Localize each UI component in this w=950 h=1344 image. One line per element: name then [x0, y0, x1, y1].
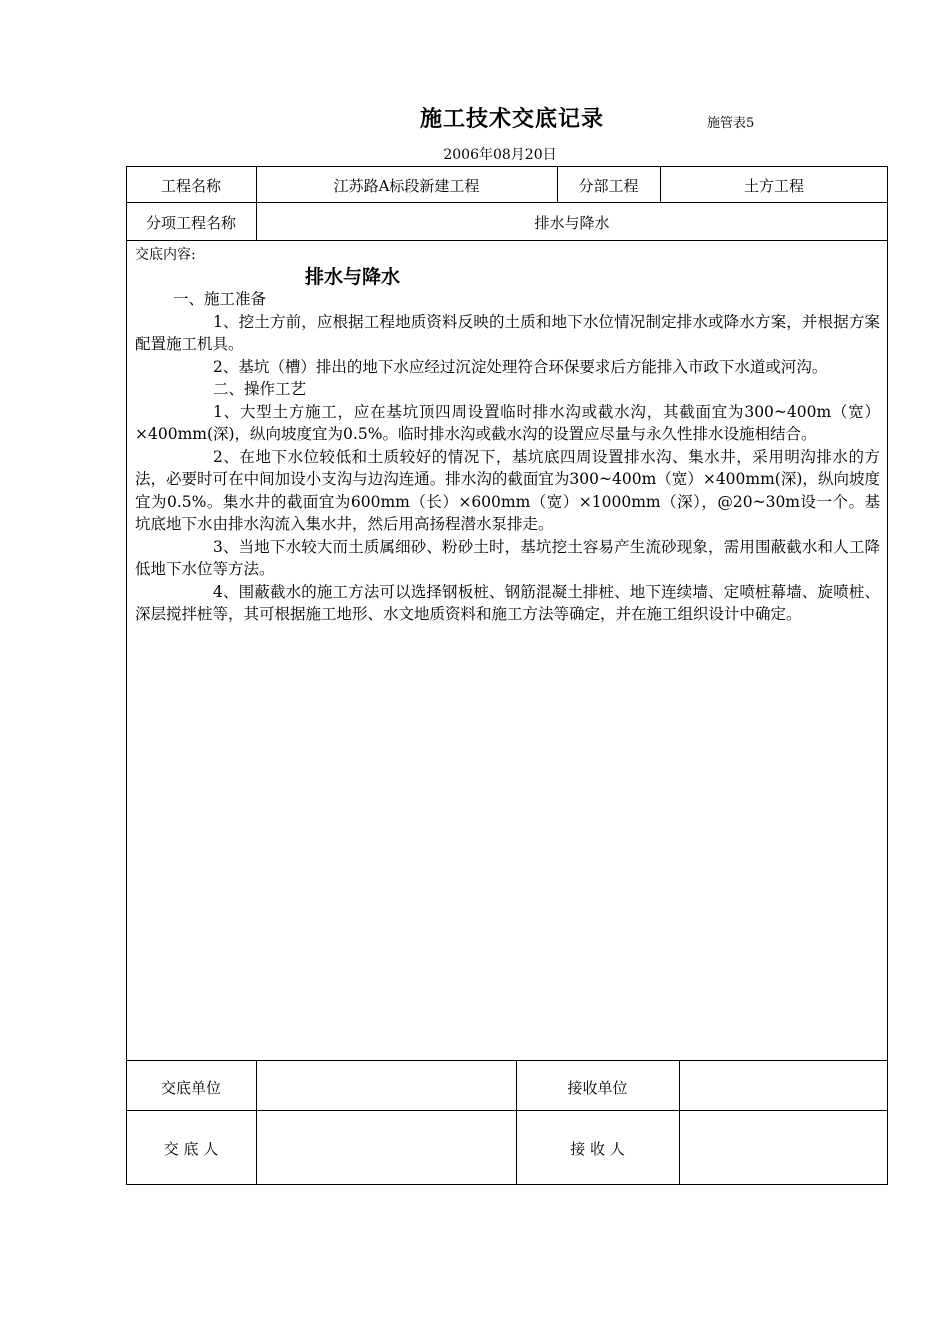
paragraph: 1、挖土方前，应根据工程地质资料反映的土质和地下水位情况制定排水或降水方案，并根据方案配置施工机具。	[135, 312, 880, 353]
paragraph: 3、当地下水较大而土质属细砂、粉砂土时，基坑挖土容易产生流砂现象，需用围蔽截水和人工降低地下水位等方法。	[135, 537, 880, 578]
paragraph: 1、大型土方施工，应在基坑顶四周设置临时排水沟或截水沟，其截面宜为300~400m（宽）×400mm(深)，纵向坡度宜为0.5%。临时排水沟或截水沟的设置应尽量与永久性排水设施相结合。	[135, 402, 880, 443]
content-body	[135, 288, 880, 626]
section-heading: 二、操作工艺	[213, 380, 307, 398]
receiving-unit-value[interactable]	[680, 1061, 887, 1109]
handover-unit-label: 交底单位	[160, 1079, 221, 1097]
content-label: 交底内容:	[135, 247, 196, 263]
form-number: 施管表5	[707, 116, 755, 131]
handover-unit-value[interactable]	[257, 1061, 515, 1109]
content-title: 排水与降水	[305, 266, 401, 288]
receiving-unit-label: 接收单位	[567, 1079, 628, 1097]
subitem-value: 排水与降水	[534, 214, 610, 232]
project-name-value: 江苏路A标段新建工程	[333, 177, 480, 195]
division-value: 土方工程	[743, 177, 804, 195]
receiver-value[interactable]	[680, 1111, 887, 1184]
document-date: 2006年08月20日	[443, 147, 557, 163]
project-name-label: 工程名称	[160, 177, 221, 195]
table-divider	[126, 240, 888, 241]
paragraph: 4、围蔽截水的施工方法可以选择钢板桩、钢筋混凝土排桩、地下连续墙、定喷桩幕墙、旋喷桩、深层搅拌桩等，其可根据施工地形、水文地质资料和施工方法等确定，并在施工组织设计中确定。	[135, 582, 880, 623]
document-title: 施工技术交底记录	[420, 107, 605, 132]
handover-person-value[interactable]	[257, 1111, 515, 1184]
handover-person-label: 交 底 人	[163, 1140, 219, 1158]
division-label: 分部工程	[578, 177, 639, 195]
paragraph: 2、在地下水位较低和土质较好的情况下，基坑底四周设置排水沟、集水井，采用明沟排水的方法，必要时可在中间加设小支沟与边沟连通。排水沟的截面宜为300~400m（宽）×400mm(深)，纵向坡度宜为0.5%。集水井的截面宜为600mm（长）×600mm（宽）×1000mm（深），@20~30m设一个。基坑底地下水由排水沟流入集水井，然后用高扬程潜水泵排走。	[135, 447, 880, 533]
section-heading: 一、施工准备	[173, 290, 267, 308]
paragraph: 2、基坑（槽）排出的地下水应经过沉淀处理符合环保要求后方能排入市政下水道或河沟。	[213, 357, 828, 376]
table-divider	[126, 202, 888, 203]
subitem-label: 分项工程名称	[145, 214, 236, 232]
receiver-label: 接 收 人	[570, 1140, 625, 1158]
